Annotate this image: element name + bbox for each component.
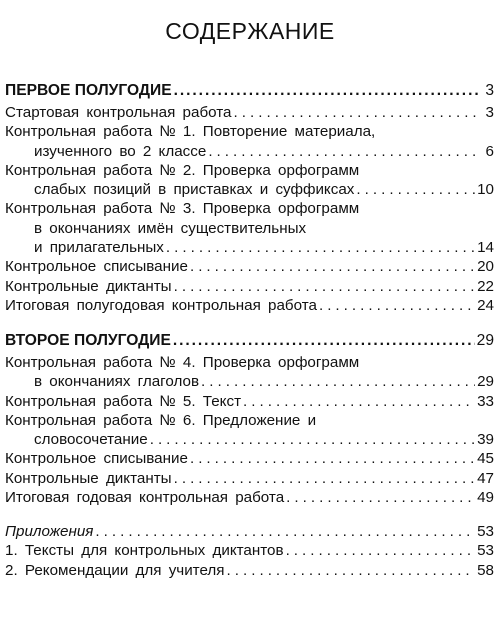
- section-heading[interactable]: [5, 332, 494, 353]
- entry-text: Контрольная работа № 5. Текст: [5, 392, 242, 410]
- dot-leader: [243, 392, 475, 411]
- page-number: 39: [477, 431, 494, 449]
- toc-entry[interactable]: [5, 257, 494, 276]
- toc-entry[interactable]: [5, 541, 494, 560]
- toc-entry[interactable]: [5, 161, 494, 200]
- entry-text: Контрольная работа № 3. Проверка орфограмм: [5, 200, 360, 218]
- page-number: 53: [477, 542, 494, 560]
- entry-text: Контрольная работа № 1. Повторение материала,: [5, 123, 376, 141]
- section-heading[interactable]: [5, 522, 494, 541]
- entry-text: в окончаниях имён существительных: [34, 219, 307, 237]
- page-number: 10: [477, 181, 494, 199]
- entry-text: Итоговая полугодовая контрольная работа: [5, 296, 317, 314]
- page-number: 6: [485, 142, 494, 160]
- toc-entry[interactable]: [5, 103, 494, 122]
- dot-leader: [174, 82, 478, 100]
- toc-section-appendices: [5, 522, 494, 580]
- toc-entry[interactable]: [5, 561, 494, 580]
- entry-text: 2. Рекомендации для учителя: [5, 561, 225, 579]
- dot-leader: [227, 561, 476, 580]
- dot-leader: [95, 522, 475, 541]
- page-number: 3: [485, 104, 494, 121]
- entry-text: Контрольная работа № 6. Предложение и: [5, 411, 317, 429]
- entry-text: Контрольная работа № 2. Проверка орфограмм: [5, 161, 360, 179]
- entry-text: Итоговая годовая контрольная работа: [5, 489, 285, 507]
- entry-text: Контрольное списывание: [5, 258, 188, 276]
- page-number: 33: [477, 392, 494, 410]
- dot-leader: [150, 430, 475, 449]
- page-number: 22: [477, 277, 494, 295]
- entry-text: Контрольные диктанты: [5, 277, 172, 295]
- toc-entry[interactable]: [5, 488, 494, 507]
- toc-section-first-half: [5, 82, 494, 315]
- page-title: СОДЕРЖАНИЕ: [165, 18, 335, 44]
- page-number: 29: [477, 373, 494, 391]
- dot-leader: [174, 277, 476, 296]
- dot-leader: [174, 469, 476, 488]
- page-number: 45: [477, 450, 494, 468]
- page-number: 49: [477, 489, 494, 507]
- page-number: 53: [477, 523, 494, 540]
- dot-leader: [356, 180, 475, 199]
- page-number: 24: [477, 296, 494, 314]
- toc-entry[interactable]: [5, 449, 494, 468]
- page-number: 58: [477, 561, 494, 579]
- section-heading-text: Приложения: [5, 523, 94, 540]
- dot-leader: [319, 296, 475, 315]
- entry-text: словосочетание: [34, 431, 148, 449]
- toc-section-second-half: [5, 332, 494, 507]
- page-number: 29: [476, 332, 494, 349]
- entry-text: и прилагательных: [34, 239, 164, 257]
- dot-leader: [201, 372, 475, 391]
- toc-entry[interactable]: [5, 199, 494, 257]
- toc-entry[interactable]: [5, 122, 494, 161]
- section-heading-text: ПЕРВОЕ ПОЛУГОДИЕ: [5, 82, 172, 99]
- dot-leader: [286, 488, 475, 507]
- dot-leader: [190, 449, 475, 468]
- dot-leader: [166, 238, 475, 257]
- dot-leader: [190, 257, 475, 276]
- page-number: 20: [477, 258, 494, 276]
- entry-text: слабых позиций в приставках и суффиксах: [34, 181, 355, 199]
- toc-entry[interactable]: [5, 296, 494, 315]
- toc-entry[interactable]: [5, 469, 494, 488]
- page-number: 14: [477, 239, 494, 257]
- dot-leader: [208, 142, 478, 161]
- entry-text: Стартовая контрольная работа: [5, 104, 232, 121]
- page-number: 3: [485, 82, 494, 99]
- toc-entry[interactable]: [5, 411, 494, 450]
- toc-entry[interactable]: [5, 353, 494, 392]
- toc-entry[interactable]: [5, 277, 494, 296]
- entry-text: 1. Тексты для контрольных диктантов: [5, 542, 284, 560]
- section-heading[interactable]: [5, 82, 494, 103]
- entry-text: Контрольные диктанты: [5, 469, 172, 487]
- dot-leader: [173, 332, 475, 350]
- page-number: 47: [477, 469, 494, 487]
- entry-text: Контрольная работа № 4. Проверка орфограмм: [5, 354, 360, 371]
- section-heading-text: ВТОРОЕ ПОЛУГОДИЕ: [5, 332, 171, 349]
- dot-leader: [234, 103, 479, 122]
- entry-text: изученного во 2 классе: [34, 142, 207, 160]
- entry-text: в окончаниях глаголов: [34, 373, 200, 391]
- dot-leader: [286, 541, 476, 560]
- toc-entry[interactable]: [5, 392, 494, 411]
- entry-text: Контрольное списывание: [5, 450, 188, 468]
